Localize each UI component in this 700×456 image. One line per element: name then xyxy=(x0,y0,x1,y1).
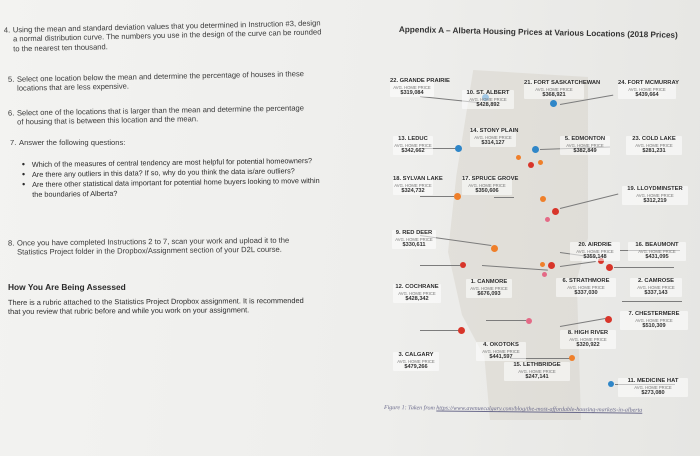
location-dot xyxy=(545,217,550,222)
location-price: $320,922 xyxy=(576,342,600,349)
instruction-7-number: 7. xyxy=(10,138,17,147)
location-grande-prairie xyxy=(390,78,450,97)
location-edmonton xyxy=(560,136,610,155)
location-dot xyxy=(454,193,461,200)
instruction-4-text: Using the mean and standard deviation values that you determined in Instruction #3, design a normal distribution curve. The numbers you use in the design of the curve can be rounded to the nearest ten thousand. xyxy=(12,18,322,54)
price-label: AVG. HOME PRICE xyxy=(576,249,614,255)
price-label: AVG. HOME PRICE xyxy=(393,85,431,91)
question-bullets xyxy=(22,156,323,200)
location-sylvan-lake xyxy=(393,176,443,195)
instructions-column xyxy=(0,0,345,456)
price-label: AVG. HOME PRICE xyxy=(634,385,672,391)
location-dot xyxy=(540,262,545,267)
location-name: 18. SYLVAN LAKE xyxy=(393,176,443,182)
price-label: AVG. HOME PRICE xyxy=(635,318,673,324)
connector-line xyxy=(494,197,514,198)
location-okotoks xyxy=(476,342,526,361)
location-dot xyxy=(548,262,555,269)
location-name: 19. LLOYDMINSTER xyxy=(627,186,683,192)
location-dot xyxy=(460,262,466,268)
location-name: 15. LETHBRIDGE xyxy=(513,362,561,368)
location-price: $441,597 xyxy=(489,354,513,361)
instruction-6-number: 6. xyxy=(7,108,15,118)
location-name: 2. CAMROSE xyxy=(637,278,675,284)
assessment-heading: How You Are Being Assessed xyxy=(8,282,126,292)
price-label: AVG. HOME PRICE xyxy=(628,87,666,93)
location-fort-saskatchewan xyxy=(524,80,601,99)
instruction-6 xyxy=(8,103,308,127)
source-link[interactable]: https://www.avenuecalgary.com/blog/the-most-affordable-housing-markets-in-alberta xyxy=(436,405,643,414)
location-name: 8. HIGH RIVER xyxy=(567,330,609,336)
location-name: 6. STRATHMORE xyxy=(562,278,610,284)
location-name: 16. BEAUMONT xyxy=(635,242,679,248)
caption-prefix: Figure 1: Taken from xyxy=(383,405,437,412)
location-lethbridge xyxy=(504,362,570,381)
price-label: AVG. HOME PRICE xyxy=(397,359,435,365)
price-label: AVG. HOME PRICE xyxy=(569,337,607,343)
location-dot xyxy=(605,316,612,323)
location-price: $324,732 xyxy=(401,188,425,195)
location-name: 22. GRANDE PRAIRIE xyxy=(390,78,450,84)
price-label: AVG. HOME PRICE xyxy=(398,291,436,297)
price-label: AVG. HOME PRICE xyxy=(535,87,573,93)
connector-line xyxy=(420,196,454,197)
price-label: AVG. HOME PRICE xyxy=(394,143,432,149)
location-price: $368,921 xyxy=(542,92,566,99)
location-price: $676,093 xyxy=(477,291,501,298)
assessment-text: There is a rubric attached to the Statistics Project Dropbox assignment. It is recommended that you review that rubric before and while you work on your assignment. xyxy=(7,295,304,317)
location-dot xyxy=(526,318,532,324)
location-name: 3. CALGARY xyxy=(398,352,434,358)
location-calgary xyxy=(393,352,439,371)
location-price: $359,148 xyxy=(583,254,607,261)
location-dot xyxy=(516,155,521,160)
location-price: $439,664 xyxy=(635,92,659,99)
price-label: AVG. HOME PRICE xyxy=(636,193,674,199)
connector-line xyxy=(614,267,674,268)
price-label: AVG. HOME PRICE xyxy=(474,135,512,141)
location-red-deer xyxy=(392,230,436,249)
location-price: $342,662 xyxy=(401,148,425,155)
location-price: $510,309 xyxy=(642,323,666,330)
location-dot xyxy=(550,100,557,107)
location-st-albert xyxy=(462,90,514,109)
location-dot xyxy=(491,245,498,252)
connector-line xyxy=(486,320,526,321)
connector-line xyxy=(420,265,460,266)
price-label: AVG. HOME PRICE xyxy=(468,183,506,189)
location-name: 13. LEDUC xyxy=(398,136,428,142)
location-price: $337,143 xyxy=(644,290,668,297)
instruction-5 xyxy=(8,69,308,94)
location-name: 9. RED DEER xyxy=(395,230,433,236)
instruction-5-number: 5. xyxy=(7,74,15,84)
instruction-7-text: Answer the following questions: xyxy=(19,138,126,147)
location-name: 1. CANMORE xyxy=(470,279,508,285)
location-price: $350,606 xyxy=(475,188,499,195)
location-high-river xyxy=(560,330,616,349)
price-label: AVG. HOME PRICE xyxy=(567,285,605,291)
location-name: 20. AIRDRIE xyxy=(578,242,612,248)
location-price: $382,849 xyxy=(573,148,597,155)
location-price: $431,095 xyxy=(645,254,669,261)
price-label: AVG. HOME PRICE xyxy=(394,183,432,189)
location-name: 12. COCHRANE xyxy=(395,284,439,290)
location-dot xyxy=(540,196,546,202)
location-beaumont xyxy=(628,242,686,261)
location-dot xyxy=(608,381,614,387)
location-name: 4. OKOTOKS xyxy=(483,342,519,348)
bullet-item: • Are there any outliers in this data? If so, why do you think the data is/are outliers? xyxy=(22,166,322,179)
price-label: AVG. HOME PRICE xyxy=(637,285,675,291)
price-label: AVG. HOME PRICE xyxy=(482,349,520,355)
bullet-item: • Which of the measures of central tendency are most helpful for potential homeowners? xyxy=(22,156,322,169)
location-name: 5. EDMONTON xyxy=(564,136,606,142)
instruction-8-text: Once you have completed Instructions 2 to 7, scan your work and upload it to the Statistics Project folder in the Dropbox/Assignment section of your D2L course. xyxy=(16,235,290,257)
instruction-8-number: 8. xyxy=(7,238,15,248)
location-price: $337,030 xyxy=(574,290,598,297)
location-dot xyxy=(606,264,613,271)
location-name: 14. STONY PLAIN xyxy=(470,128,519,134)
price-label: AVG. HOME PRICE xyxy=(469,97,507,103)
location-name: 11. MEDICINE HAT xyxy=(627,378,679,384)
instruction-8 xyxy=(8,235,318,257)
price-label: AVG. HOME PRICE xyxy=(635,143,673,149)
price-label: AVG. HOME PRICE xyxy=(518,369,556,375)
location-name: 10. ST. ALBERT xyxy=(466,90,510,96)
location-stony-plain xyxy=(470,128,519,147)
location-name: 17. SPRUCE GROVE xyxy=(462,176,519,182)
location-dot xyxy=(458,327,465,334)
location-dot xyxy=(528,162,534,168)
location-dot xyxy=(552,208,559,215)
location-price: $330,611 xyxy=(402,242,426,249)
location-price: $247,141 xyxy=(525,374,549,381)
location-spruce-grove xyxy=(462,176,519,195)
location-dot xyxy=(455,145,462,152)
location-price: $314,127 xyxy=(481,140,505,147)
price-label: AVG. HOME PRICE xyxy=(566,143,604,149)
location-lloydminster xyxy=(622,186,688,205)
location-strathmore xyxy=(556,278,616,297)
location-dot xyxy=(569,355,575,361)
location-fort-mcmurray xyxy=(618,80,679,99)
location-price: $428,342 xyxy=(405,296,429,303)
location-price: $319,084 xyxy=(400,90,424,97)
location-dot xyxy=(542,272,547,277)
location-name: 24. FORT MCMURRAY xyxy=(618,80,679,86)
location-price: $312,219 xyxy=(643,198,667,205)
location-medicine-hat xyxy=(618,378,688,397)
instruction-4-number: 4. xyxy=(3,25,11,35)
location-cochrane xyxy=(393,284,441,303)
connector-line xyxy=(622,301,682,302)
instruction-6-text: Select one of the locations that is larger than the mean and determine the percentage of housing that is between this location and the mean. xyxy=(16,103,305,127)
location-chestermere xyxy=(620,311,688,330)
location-dot xyxy=(538,160,543,165)
location-name: 7. CHESTERMERE xyxy=(628,311,680,317)
location-airdrie xyxy=(570,242,620,261)
appendix-title: Appendix A – Alberta Housing Prices at Various Locations (2018 Prices) xyxy=(398,25,678,40)
location-price: $428,892 xyxy=(476,102,500,109)
instruction-5-text: Select one location below the mean and determine the percentage of houses in these locations that are less expensive. xyxy=(16,69,305,94)
location-name: 23. COLD LAKE xyxy=(632,136,676,142)
location-name: 21. FORT SASKATCHEWAN xyxy=(524,80,601,86)
instruction-4 xyxy=(4,18,323,53)
location-price: $281,231 xyxy=(642,148,666,155)
location-dot xyxy=(532,146,539,153)
location-price: $273,080 xyxy=(641,390,665,397)
connector-line xyxy=(420,330,460,331)
instruction-7 xyxy=(10,138,210,147)
price-label: AVG. HOME PRICE xyxy=(395,237,433,243)
location-cold-lake xyxy=(626,136,682,155)
price-label: AVG. HOME PRICE xyxy=(638,249,676,255)
location-canmore xyxy=(466,279,512,298)
price-label: AVG. HOME PRICE xyxy=(470,286,508,292)
bullet-item: • Are there other statistical data important for potential home buyers looking to move within the boundaries of Alberta? xyxy=(22,176,322,199)
location-camrose xyxy=(630,278,682,297)
location-price: $479,266 xyxy=(404,364,428,371)
location-leduc xyxy=(393,136,433,155)
